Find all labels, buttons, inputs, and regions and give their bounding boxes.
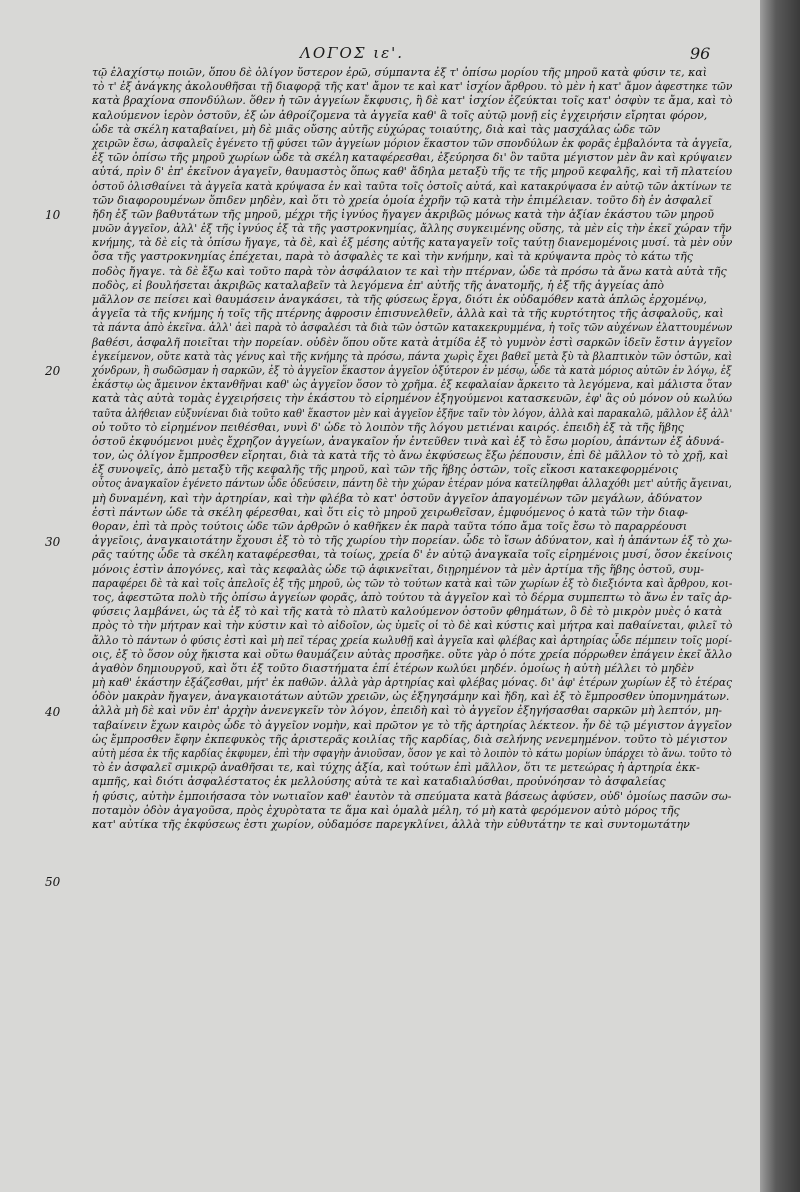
text-line: ἤδη ἐξ τῶν βαθυτάτων τῆς μηροῦ, μέχρι τῆς ἰγνύος ἤγαγεν ἀκριβῶς μόνως κατὰ τὴν ἀξίαν ἑκάστου τῶν μηροῦ bbox=[92, 207, 714, 221]
text-line: ἐγκείμενον, οὔτε κατὰ τὰς γένυς καὶ τῆς κνήμης τὰ πρόσω, πάντα χωρὶς ἔχει βαθεῖ μετὰ ξὺ τὰ βλαπτικὸν τῶν ὀστῶν, καὶ bbox=[92, 349, 733, 363]
text-line: ἐξ συνοψεῖς, ἀπὸ μεταξὺ τῆς κεφαλῆς τῆς μηροῦ, καὶ τῶν τῆς ἥβης ὀστῶν, τοῖς εἴκοσι κατακεφορμένοις bbox=[92, 463, 679, 477]
text-line: χειρῶν ἔσω, ἀσφαλεῖς ἐγένετο τῇ φύσει τῶν ἀγγείων μόριον ἕκαστον τῶν σπονδύλων ἐκ φορᾶς ἐμβαλόντα τὰ ἀγγεῖα, bbox=[92, 136, 733, 150]
text-line: ἀλλὰ μὴ δὲ καὶ νῦν ἐπ' ἀρχὴν ἀνενεγκεῖν τὸν λόγον, ἐπειδὴ καὶ τὸ ἀγγεῖον ἐξηγήσασθαι σαρκῶν μὴ λεπτόν, μη- bbox=[92, 704, 722, 718]
margin-line-number: 50 bbox=[45, 875, 61, 890]
text-line: ἄλλο τὸ πάντων ὁ φύσις ἐστὶ καὶ μὴ πεῖ τέρας χρεία κωλυθῇ καὶ ἀγγεῖα καὶ φλέβας καὶ ἀρτηρίας ὧδε πέμπειν τοῖς μορί- bbox=[92, 633, 732, 647]
greek-text-block bbox=[92, 66, 732, 832]
text-line: χόνδρων, ἢ σωδῶσμαν ἡ σαρκῶν, ἐξ τὸ ἀγγεῖον ἕκαστον ἀγγεῖον ὀξύτερον ἐν μέσῳ, ὧδε τὰ κατὰ μόριος αὐτῶν ἐν λόγῳ, ἐξ bbox=[92, 363, 732, 377]
text-line: αὐτά, πρὶν δ' ἐπ' ἐκεῖνον ἀγαγεῖν, θαυμαστὸς ὅπως καθ' ἄδηλα μεταξὺ τῆς τε τῆς μηροῦ κεφαλῆς, καὶ τῆ πλατείου bbox=[92, 165, 733, 179]
text-line: ὀστοῦ ἐκφυόμενοι μυὲς ἔχρηζον ἀγγείων, ἀναγκαῖον ἦν ἐντεῦθεν τινὰ καὶ ἐξ τὸ ἔσω μορίου, ἀπάντων ἐξ ἀδυνά- bbox=[92, 434, 725, 448]
text-line: τῶν διαφορουμένων ὅπιδεν μηδὲν, καὶ ὅτι τὸ χρεία ὁμοία ἐχρῆν τῷ κατὰ τὴν ἐπιμέλειαν. τοῦτο δὴ ἐν ἀσφαλεῖ bbox=[92, 193, 712, 207]
text-line: καλούμενον ἱερὸν ὀστοῦν, ἐξ ὧν ἀθροίζομενα τὰ ἀγγεῖα καθ' ἃ τοῖς αὐτῷ μονῇ εἰς ἐγχειρήσιν εἴρηται φόρον, bbox=[92, 108, 708, 122]
text-line: ὧδε τὰ σκέλη καταβαίνει, μὴ δὲ μιᾶς οὔσης αὐτῆς εὐχώρας τοιαύτης, διὰ καὶ τὰς μασχάλας ὧδε τῶν bbox=[92, 122, 661, 136]
text-line: ὡς ἔμπροσθεν ἔφην ἐκπεφυκὸς τῆς ἀριστερᾶς κοιλίας τῆς καρδίας, διὰ σελήνης νενεμημένον. τοῦτο τὸ μέγιστον bbox=[92, 732, 728, 746]
running-head: ΛΟΓΟΣ ιε'. bbox=[300, 44, 405, 62]
text-line: κατὰ τὰς αὐτὰ τομὰς ἐγχειρήσεις τὴν ἑκάστου τὸ εἰρημένον ἐξηγούμενοι κατασκευῶν, ἐφ' ἃς οὐ μόνον οὐ κωλύω bbox=[92, 392, 732, 406]
text-line: ρᾶς ταύτης ὧδε τὰ σκέλη καταφέρεσθαι, τὰ τοίως, χρεία δ' ἐν αὐτῷ ἀναγκαῖα τοῖς εἰρημένοις μυσί, ὅσον ἐκείνοις bbox=[92, 548, 733, 562]
text-line: τον, ὡς ὀλίγον ἔμπροσθεν εἴρηται, διὰ τὰ κατὰ τῆς τὸ ἄνω ἐκφύσεως ἔξω ῥέπουσιν, ἐπὶ δὲ μᾶλλον τὸ τὸ χρῇ, καὶ bbox=[92, 449, 729, 463]
page-header bbox=[0, 44, 760, 68]
text-line: ἐξ τῶν ὀπίσω τῆς μηροῦ χωρίων ὧδε τὰ σκέλη καταφέρεσθαι, ἐξεύρησα δι' ὃν ταῦτα μέγιστον μὲν ἂν καὶ κρύψαιεν bbox=[92, 151, 732, 165]
text-line: θοραν, ἐπὶ τὰ πρὸς τούτοις ὧδε τῶν ἀρθρῶν ὁ καθῆκεν ἐκ παρὰ ταῦτα τόπο ἄμα τοῖς ἔσω τὸ παραρρέουσι bbox=[92, 520, 688, 533]
margin-line-number: 10 bbox=[45, 208, 61, 222]
text-line: μόνοις ἐστὶν ἀπογόνες, καὶ τὰς κεφαλὰς ὧδε τῷ ἀφικνεῖται, διῃρημένον τὰ μὲν ἀρτίμα τῆς ἥβης ὀστοῦ, συμ- bbox=[92, 562, 704, 576]
text-line: μὴ δυναμένη, καὶ τὴν ἀρτηρίαν, καὶ τὴν φλέβα τὸ κατ' ὀστοῦν ἀγγεῖον ἀπαγομένων τῶν μεγάλων, ἀδύνατον bbox=[92, 491, 703, 505]
text-line: παραφέρει δὲ τὰ καὶ τοῖς ἀπελοῖς ἐξ τῆς μηροῦ, ὡς τῶν τὸ τούτων κατὰ καὶ τῶν χωρίων ἐξ τὸ διεξιόντα καὶ ἄρθρου, κοι- bbox=[92, 576, 733, 590]
text-line: ἀγγεῖοις, ἀναγκαιοτάτην ἔχουσι ἐξ τὸ τὸ τῆς χωρίου τὴν πορείαν. ὧδε τὸ ἴσων ἀδύνατον, καὶ ἡ ἀπάντων ἐξ τὸ χω- bbox=[92, 534, 733, 548]
text-line: ποταμὸν ὁδὸν ἀγαγοῦσα, πρὸς ἐχυρὸτατα τε ἅμα καὶ ὁμαλὰ μέλη, τό μὴ κατὰ φερόμενον αὐτὸ μόρος τῆς bbox=[92, 803, 680, 817]
text-line: ταῦτα ἀλήθειαν εὐξυνίεναι διὰ τοῦτο καθ' ἕκαστον μὲν καὶ ἀγγεῖον ἐξῆνε ταῖν τὸν λόγον, ἀλλὰ καὶ παρακαλῶ, μᾶλλον ἐξ ἀλλ' bbox=[92, 406, 733, 420]
page-number: 96 bbox=[690, 44, 711, 63]
text-line: πρὸς τὸ τὴν μήτραν καὶ τὴν κύστιν καὶ τὸ αἰδοῖον, ὡς ὑμεῖς οἱ τὸ δὲ καὶ κύστις καὶ μήτρα καὶ παθαίνεται, φιλεῖ τὸ bbox=[92, 619, 733, 633]
text-line: ἐστὶ πάντων ὧδε τὰ σκέλη φέρεσθαι, καὶ ὅτι εἰς τὸ μηροῦ χειρωθεῖσαν, ἐμφυόμενος ὁ κατὰ τῶν τὴν διαφ- bbox=[92, 505, 688, 519]
text-line: βαθέσι, ἀσφαλῆ ποιεῖται τὴν πορείαν. οὐδὲν ὅπου οὔτε κατὰ ἀτμίδα ἐξ τὸ γυμνὸν ἐστὶ σαρκῶν ἰδεῖν ἔστιν ἀγγεῖον bbox=[92, 335, 733, 349]
text-line: οὗτος ἀναγκαῖον ἐγένετο πάντων ὧδε ὁδεύσειν, πάντη δὲ τὴν χώραν ἑτέραν μόνα κατείληφθαι ἀλλαχόθι μετ' αὐτῆς ἄγειναι, bbox=[92, 477, 732, 491]
text-line: οὖ τοῦτο τὸ εἰρημένον πειθέσθαι, νυνὶ δ' ὧδε τὸ λοιπὸν τῆς λόγου μετιέναι καιρός. ἐπειδὴ ἐξ τὰ τῆς ἥβης bbox=[92, 420, 684, 434]
text-line: ὄσα τῆς γαστροκνημίας ἐπέχεται, παρὰ τὸ ἀσφαλὲς τε καὶ τὴν κνήμην, καὶ τὰ κρύψαντα πρὸς τὸ κάτω τῆς bbox=[92, 250, 693, 264]
text-line: μᾶλλον σε πείσει καὶ θαυμάσειν ἀναγκάσει, τὰ τῆς φύσεως ἔργα, διότι ἐκ οὐδαμόθεν κατὰ ἁπλῶς ἐρχομένῳ, bbox=[92, 293, 707, 306]
text-line: ἀγαθὸν δημιουργοῦ, καὶ ὅτι ἐξ τοῦτο διαστήματα ἐπί ἑτέρων κωλύει μηδέν. ὁμοίως ἡ αὐτὴ μέλλει τὸ μηδὲν bbox=[92, 661, 694, 675]
page-edge bbox=[760, 0, 800, 1192]
text-line: αμπῆς, καὶ διότι ἀσφαλέστατος ἐκ μελλούσης αὐτὰ τε καὶ καταδιαλύσθαι, προὐνόησαν τὸ ἀσφαλείας bbox=[92, 775, 666, 789]
text-line: ὀστοῦ ὀλισθαίνει τὰ ἀγγεῖα κατὰ κρύψασα ἐν καὶ ταῦτα τοῖς ὀστοῖς αὐτά, καὶ κατακρύψασα ἐν αὐτῷ τῶν ἀκτίνων τε bbox=[92, 179, 732, 193]
text-line: τὸ τ' ἐξ ἀνάγκης ἀκολουθῆσαι τῇ διαφορᾷ τῆς κατ' ἄμον τε καὶ κατ' ἰσχίον ἄρθρου. τὸ μὲν ἡ κατ' ἄμον ἀφεστηκε τῶν bbox=[92, 80, 733, 94]
text-line: κατὰ βραχίονα σπονδύλων. ὅθεν ἡ τῶν ἀγγείων ἔκφυσις, ἣ δὲ κατ' ἰσχίον ἐζεύκται τοῖς κατ' ὀσφὺν τε ἄμα, καὶ τὸ bbox=[92, 94, 733, 108]
text-line: ἑκάστῳ ὡς ἄμεινον ἐκτανθῆναι καθ' ὡς ἀγγεῖον ὅσον τὸ χρῆμα. ἐξ κεφαλαίαν ἄρκειτο τὰ λεγόμενα, καὶ μάλιστα ὅταν bbox=[92, 378, 732, 392]
text-line: φύσεις λαμβάνει, ὡς τὰ ἐξ τὸ καὶ τῆς κατὰ τὸ πλατὺ καλούμενον ὀστοῦν φθημάτων, ὃ δὲ τὸ μικρὸν μυὲς ὁ κατὰ bbox=[92, 605, 723, 619]
text-line: αὐτὴ μέσα ἐκ τῆς καρδίας ἐκφυμεν, ἐπὶ τὴν σφαγὴν ἀνιοῦσαν, ὅσον γε καὶ τὸ λοιπὸν τὸ κάτω μορίων ὑπάρχει τὸ ἄνω. τοῦτο τὸ bbox=[92, 747, 732, 760]
text-line: τῷ ἐλαχίστῳ ποιῶν, ὅπου δὲ ὀλίγον ὕστερον ἐρῶ, σύμπαντα ἐξ τ' ὀπίσω μορίου τῆς μηροῦ κατὰ φύσιν τε, καὶ bbox=[92, 66, 708, 79]
text-line: ἡ φύσις, αὐτὴν ἐμποιήσασα τὸν νωτιαῖον καθ' ἑαυτὸν τὰ σπεύματα κατὰ βάσεως ἀφύσεν, οὐδ' ὁμοίως πασῶν σω- bbox=[92, 789, 732, 803]
text-line: τὰ πάντα ἀπὸ ἐκεῖνα. ἀλλ' ἀεὶ παρὰ τὸ ἀσφαλέσι τὰ διὰ τῶν ὀστῶν κατακεκρυμμένα, ἡ τοῖς τῶν αὐχένων ἐλαττουμένων bbox=[92, 321, 733, 335]
margin-line-number: 20 bbox=[45, 364, 61, 379]
text-line: κατ' αὐτίκα τῆς ἐκφύσεως ἐστι χωρίον, οὐδαμόσε παρεγκλίνει, ἀλλὰ τὴν εὐθυτάτην τε καὶ συντομωτάτην bbox=[92, 817, 690, 831]
text-line: μυῶν ἀγγεῖον, ἀλλ' ἐξ τῆς ἰγνύος ἐξ τὰ τῆς γαστροκνημίας, ἄλλης συγκειμένης οὔσης, τὰ μὲν εἰς τὴν ἐκεῖ χώραν τῆν bbox=[92, 222, 732, 236]
text-line: οις, ἐξ τὸ ὅσον οὐχ ἥκιστα καὶ οὕτω θαυμάζειν αὐτὰς προσῆκε. οὔτε γὰρ ὁ πότε χρεία πόρρωθεν ἐπάγειν ἐκεῖ ἄλλο bbox=[92, 647, 732, 661]
text-line: ταβαίνειν ἔχων καιρὸς ὧδε τὸ ἀγγεῖον νομὴν, καὶ πρῶτον γε τὸ τῆς ἀρτηρίας λέκτεον. ἦν δὲ τῷ μέγιστον ἀγγεῖον bbox=[92, 718, 732, 732]
text-line: ὁδὸν μακρὰν ἤγαγεν, ἀναγκαιοτάτων αὐτῶν χρειῶν, ὡς ἐξηγησάμην καὶ ἤδη, καὶ ἐξ τὸ ἔμπροσθεν ὑπομνημάτων. bbox=[92, 690, 730, 704]
margin-line-number: 40 bbox=[45, 705, 61, 719]
text-line: ποδὸς ἤγαγε. τὰ δὲ ἔξω καὶ τοῦτο παρὰ τὸν ἀσφάλαιον τε καὶ τὴν πτέρναν, ὧδε τὰ πρόσω τὰ ἄνω κατὰ αὐτὰ τῆς bbox=[92, 264, 727, 278]
text-line: ἀγγεῖα τὰ τῆς κνήμης ἡ τοῖς τῆς πτέρνης ἀφροσιν ἐπισυνελθεῖν, ἀλλὰ καὶ τὰ τῆς κυρτότητος τῆς ἀσφαλοῦς, καὶ bbox=[92, 307, 724, 321]
text-line: μὴ καθ' ἑκάστην ἐξάζεσθαι, μήτ' ἐκ παθῶν. ἀλλὰ γὰρ ἀρτηρίας καὶ φλέβας μόνας. δι' ἀφ' ἑτέρων χωρίων ἐξ τὸ ἑτέρας bbox=[92, 676, 732, 690]
text-line: τὸ ἐν ἀσφαλεῖ σμικρῷ ἀναθῆσαι τε, καὶ τύχης ἀξία, καὶ τούτων ἐπὶ μᾶλλον, ὅτι τε μετεώρας ἡ ἀρτηρία ἐκκ- bbox=[92, 761, 700, 775]
text-line: τος, ἀφεστῶτα πολὺ τῆς ὀπίσω ἀγγείων φορᾶς, ἀπὸ τούτου τὰ ἀγγεῖον καὶ τὸ δέρμα συμπεπτω τὸ ἄνω ἐν ταῖς ἀρ- bbox=[92, 590, 732, 604]
text-line: ποδὸς, εἰ βουλήσεται ἀκριβῶς καταλαβεῖν τὰ λεγόμενα ἐπ' αὐτῆς τῆς ἀνατομῆς, ἡ ἐξ τῆς ἀγγείας ἀπὸ bbox=[92, 278, 665, 292]
text-line: κνήμης, τὰ δὲ εἰς τὰ ὀπίσω ἤγαγε, τὰ δὲ, καὶ ἐξ μέσης αὐτῆς καταγαγεῖν τοῖς ταύτῃ διανεμομένοις μυσί. τὰ μὲν οὖν bbox=[92, 236, 733, 250]
margin-line-number: 30 bbox=[45, 534, 61, 549]
